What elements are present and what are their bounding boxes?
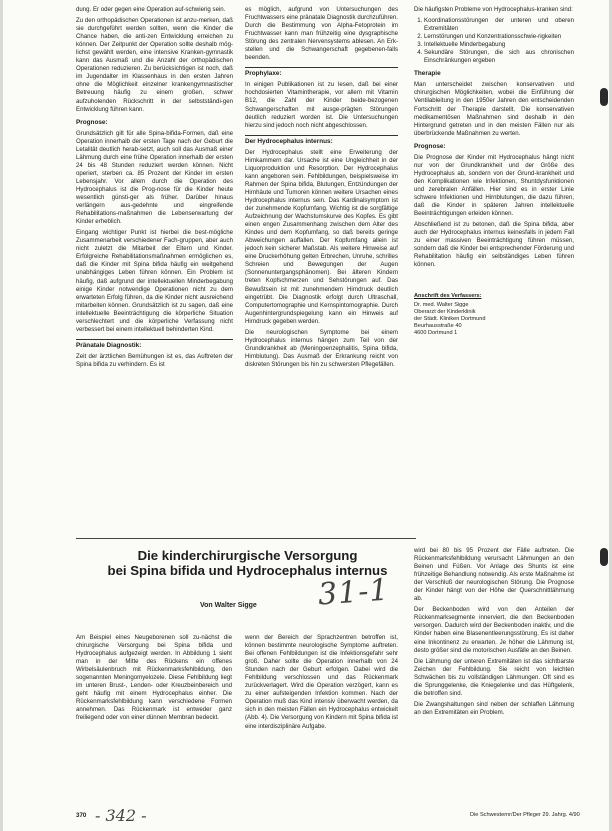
author-line: Beurhausstraße 40 [414, 323, 462, 330]
section-heading: Prophylaxe: [245, 67, 398, 78]
paragraph: Zeit der ärztlichen Bemühungen ist es, das Auftreten der Spina bifida zu verhindern. Es ist [76, 352, 233, 368]
paragraph: es möglich, aufgrund von Untersuchungen des Fruchtwassers eine pränatale Diagnostik durchzuführen. Durch die Bestimmung von Alpha-Fetoprotein im Fruchtwasser kann man frühzeitig eine dysgraphische Störung des zentralen Nervensystems ablesen. An Erk-stellen und die Schwangerschaft gegebenen-falls beenden. [245, 6, 398, 62]
lower-column-3 [414, 547, 574, 720]
paragraph: Die häufigsten Probleme von Hydrocephalus-kranken sind: [414, 6, 573, 13]
paragraph: Eingang wichtiger Punkt ist hierbei die best-mögliche Zusammenarbeit verschiedener Fach-gruppen, aber auch nicht zuletzt die Mitarbeit der Eltern und Kinder. Erfolgreiche Rehabilitationsmaßnahmen ermöglichen es, daß die Kinder mit Spina bifida häufig ein weitgehend unabhängiges Leben führen können. Ein Problem ist häufig, daß aufgrund der intellektuellen Minderbegabung einige Kinder notwendige Operationen nicht zu dem erwarteten Erfolg führen, da die Kinder nicht ausreichend mitarbeiten können. Grundsätzlich ist zu sagen, daß eine intellektuelle Beeinträchtigung die körperliche Situation verschlechtert und die körperliche Verfassung nicht verbessert bei einem intellektuell behinderten Kind. [76, 229, 233, 333]
upper-column-1 [76, 6, 233, 372]
paragraph: Zu den orthopädischen Operationen ist anzu-merken, daß sie durchgeführt werden sollten, wenn die Kinder die Chance haben, die anti-zen Entwicklung erreichen zu können. Der Zeitpunkt der Operation sollte deshalb mög-lichst gewählt werden, eine intensive Kranken-gymnastik kann das Ausmaß und die Anzahl der orthopädischen Operationen reduzieren. Zu berücksichtigen ist noch, daß im Jugendalter im Klassenhaus in den ersten Jahren ohne die Möglichkeit einzelner krankengymnastischer Betreuung häufig zu einem großen, schwer aufzuholenden Rückschritt in der selbstständi-gen Entwicklung führen kann. [76, 17, 233, 113]
handwritten-page-mark: - 342 - [95, 806, 147, 825]
paragraph: wenn der Bereich der Sprachzentren betroffen ist, können bestimmte neurologische Symptome auftreten. Bei offenen Fehlbildungen ist die Infektionsgefahr sehr groß. Daher sollte die Operation innerhalb von 24 Stunden nach der Geburt erfolgen. Dabei wird die Fehlbildung verschlossen und das Rückenmark zurückverlagert. Wird die Operation verzögert, kann es zu einer aufsteigenden Infektion kommen. Nach der Operation muß das Kind intensiv überwacht werden, da sich in den meisten Fällen ein Hydrocephalus entwickelt (Abb. 4). Die Versorgung von Kindern mit Spina bifida ist eine interdisziplinäre Aufgabe. [245, 634, 398, 730]
author-heading: Anschrift des Verfassers: [414, 293, 482, 300]
section-heading: Prognose: [76, 118, 108, 126]
punch-hole-top [600, 88, 608, 106]
author-line: der Städt. Kliniken Dortmund [414, 316, 486, 323]
scan-edge-left [0, 0, 3, 831]
lower-column-1 [76, 634, 232, 726]
lower-column-2 [245, 634, 398, 734]
section-heading: Pränatale Diagnostik: [76, 339, 233, 350]
author-line: Dr. med. Walter Sigge [414, 302, 469, 309]
problem-list [414, 17, 574, 65]
list-item: 2. Lernstörungen und Konzentrationsschwie-rigkeiten [424, 33, 574, 41]
journal-footer: Die Schwesternr/Der Pfleger 29. Jahrg. 4/90 [470, 812, 580, 818]
title-line-1: Die kinderchirurgische Versorgung [137, 548, 358, 563]
handwritten-number: 31-1 [316, 572, 391, 613]
author-line: Oberarzt der Kinderklinik [414, 309, 476, 316]
section-heading: Prognose: [414, 142, 446, 150]
paragraph: In einigen Publikationen ist zu lesen, daß bei einer hochdosierten Vitamintherapie, vor allem mit Vitamin B12, die Zahl der Kinder beide-bezogenen Schwangerschaften mit ausge-prägten Störungen deutlich reduziert worden ist. Die Untersuchungen hierzu sind jedoch noch nicht abgeschlossen. [245, 81, 398, 129]
paragraph: Die Zwangshaltungen sind neben der schlaffen Lähmung an den Extremitäten ein Problem. [414, 700, 574, 716]
title-line-2: bei Spina bifida und Hydrocephalus internus [107, 563, 388, 578]
page-number: 370 [76, 812, 87, 819]
article-divider [76, 538, 416, 539]
article-byline: Von Walter Sigge [200, 602, 257, 609]
section-heading: Der Hydrocephalus internus: [245, 135, 398, 146]
paragraph: Die neurologischen Symptome bei einem Hydrocephalus internus hängen zum Teil von der Grundkrankheit ab (Meningoenzephalitis, Spina bifida, Hirnblutung). Das Ausmaß der Erkrankung reicht von diskreten Störungen bis hin zu schwersten Pflegefällen. [245, 328, 398, 368]
punch-hole-bottom [600, 548, 608, 566]
author-line: 4600 Dortmund 1 [414, 330, 458, 337]
author-address [414, 293, 574, 337]
paragraph: Die Lähmung der unteren Extremitäten ist das sichtbarste Zeichen der Fehlbildung. Sie reicht von leichten Schwächen bis zu vollständigen Lähmungen. Oft sind es die Sprunggelenke, die Kniegelenke und das Hüftgelenk, die betroffen sind. [414, 657, 574, 697]
upper-column-2 [245, 6, 398, 372]
paragraph: Man unterscheidet zwischen konservativen und chirurgischen Möglichkeiten, wobei die Einführung der Ventilableitung in den 1950er Jahren den entscheidenden Fortschritt der Therapie darstellt. Die konservativen medikamentösen Maßnahmen sind deshalb in den Hintergrund getreten und in den meisten Fällen nur als überbrückende Maßnahmen zu werten. [414, 81, 574, 137]
paragraph: Abschließend ist zu betonen, daß die Spina bifida, aber auch der Hydrocephalus internus keinesfalls in jedem Fall zu einer massiven Beeinträchtigung führen müssen, sondern daß die Kinder bei entsprechender Förderung und Rehabilitation häufig ein selbständiges Leben führen können. [414, 221, 574, 269]
section-heading: Therapie [414, 70, 441, 78]
upper-column-3 [414, 6, 574, 337]
list-item: 4. Sekundäre Störungen, die sich aus chronischen Einschränkungen ergeben [424, 49, 574, 65]
list-item: 1. Koordinationsstörungen der unteren und oberen Extremitäten [424, 17, 574, 33]
paragraph: Grundsätzlich gilt für alle Spina-bifida-Formen, daß eine Operation innerhalb der ersten Tage nach der Geburt die Letalität deutlich herab-setzt, auch soll das Ausmaß einer Lähmung durch eine frühe Operation innerhalb der ersten 24 bis 48 Stunden reduziert werden können. Nicht operiert, sterben ca. 85 Prozent der Kinder im ersten Lebensjahr. Vor allem durch die Operation des Hydrocephalus ist die Prog-nose für die Kinder heute wesentlich günsti-ger als früher. Darüber hinaus verlängern aus-gedehnte und eingreifende Rehabilitations-maßnahmen die Lebenserwartung der Kinder erheblich. [76, 129, 233, 226]
list-item: 3. Intellektuelle Minderbegabung [424, 41, 574, 49]
paragraph: Der Hydrocephalus stellt eine Erweiterung der Hirnkammern dar. Ursache ist eine Ungleichheit in der Liquorproduktion und Resorption. Der Hydrocephalus kann angeboren sein. Fehlbildungen, beispielsweise im Rahmen der Spina bifida, Blutungen, Entzündungen der Hirnhäute und Tumoren können weitere Ursachen eines Hydrocephalus internus sein. Das Kardinalsymptom ist der zunehmende Kopfumfang. Wichtig ist die sorgfältige Aufzeichnung der Wachstumskurve des Kopfes. Es gibt einen engen Zusammenhang zwischen dem Alter des Kindes und dem Kopfumfang, so daß bereits geringe Abweichungen auffallen. Der Kopfumfang allein ist jedoch kein sicherer Maßstab. Als weitere Hinweise auf eine Druckerhöhung gelten Erbrechen, Unruhe, schrilles Schreien und Bewegungen der Augen (Sonnenuntergangsphänomen). Bei älteren Kindern treten Kopfschmerzen und Sehstörungen auf. Das Bewußtsein ist mit zunehmendem Hirndruck deutlich eingetrübt. Die Diagnostik erfolgt durch Ultraschall, Computertomographie und Kernspintomographie. Durch Augenhintergrundspiegelung kann ein Hinweis auf Hirndruck gegeben werden. [245, 148, 398, 325]
paragraph: Der Beckenboden wird von den Anteilen der Rückenmarksegmente innerviert, die den Beckenboden versorgen. Dadurch wird der Beckenboden inaktiv, und die Kinder haben eine Blasenentleerungsstörung. Es ist daher eine Inkontinenz zu erwarten. Je höher die Lähmung ist, desto größer sind die motorischen Ausfälle an den Beinen. [414, 606, 574, 654]
paragraph: dung. Er oder gegen eine Operation auf-schwierig sein. [76, 6, 226, 13]
paragraph: Am Beispiel eines Neugeborenen soll zu-nächst die chirurgische Versorgung bei Spina bifida und Hydrocephalus aufgezeigt werden. In Abbildung 1 sieht man in der Mitte des Rückens ein offenes Wirbelsäulenbruch mit Rückenmarksfehlbildung, den sogenannten Meningomyelozele. Diese Fehlbildung liegt im unteren Brust-, Lenden- oder Kreuzbeinbereich und geht häufig mit einem Hydrocephalus einher. Die Rückenmarksfehlbildung kann verschiedene Formen annehmen. Das Rückenmark ist entweder ganz freiliegend oder von einer dünnen Membran bedeckt. [76, 634, 232, 722]
paragraph: wird bei 80 bis 95 Prozent der Fälle auftreten. Die Rückenmarksfehlbildung verursacht Lähmungen an den Beinen und Füßen. Vor Anlage des Shunts ist eine frühzeitige Behandlung notwendig. Als erste Maßnahme ist der Verschluß der neurologischen Störung. Die Prognose der Kinder hängt von der Höhe der Querschnittlähmung ab. [414, 547, 574, 603]
paragraph: Die Prognose der Kinder mit Hydrocephalus hängt nicht nur von der Grundkrankheit und der Größe des Hydrocephalus ab, sondern von der Grund-krankheit und den Komplikationen wie Infektionen, Shuntdysfunktionen und zerebralen Anfällen. Hier sind es in erster Linie schwere Infektionen und Hirnblutungen, die dazu führen, daß die Kinder in späteren Jahren intellektuelle Beeinträchtigungen erleiden können. [414, 153, 574, 218]
